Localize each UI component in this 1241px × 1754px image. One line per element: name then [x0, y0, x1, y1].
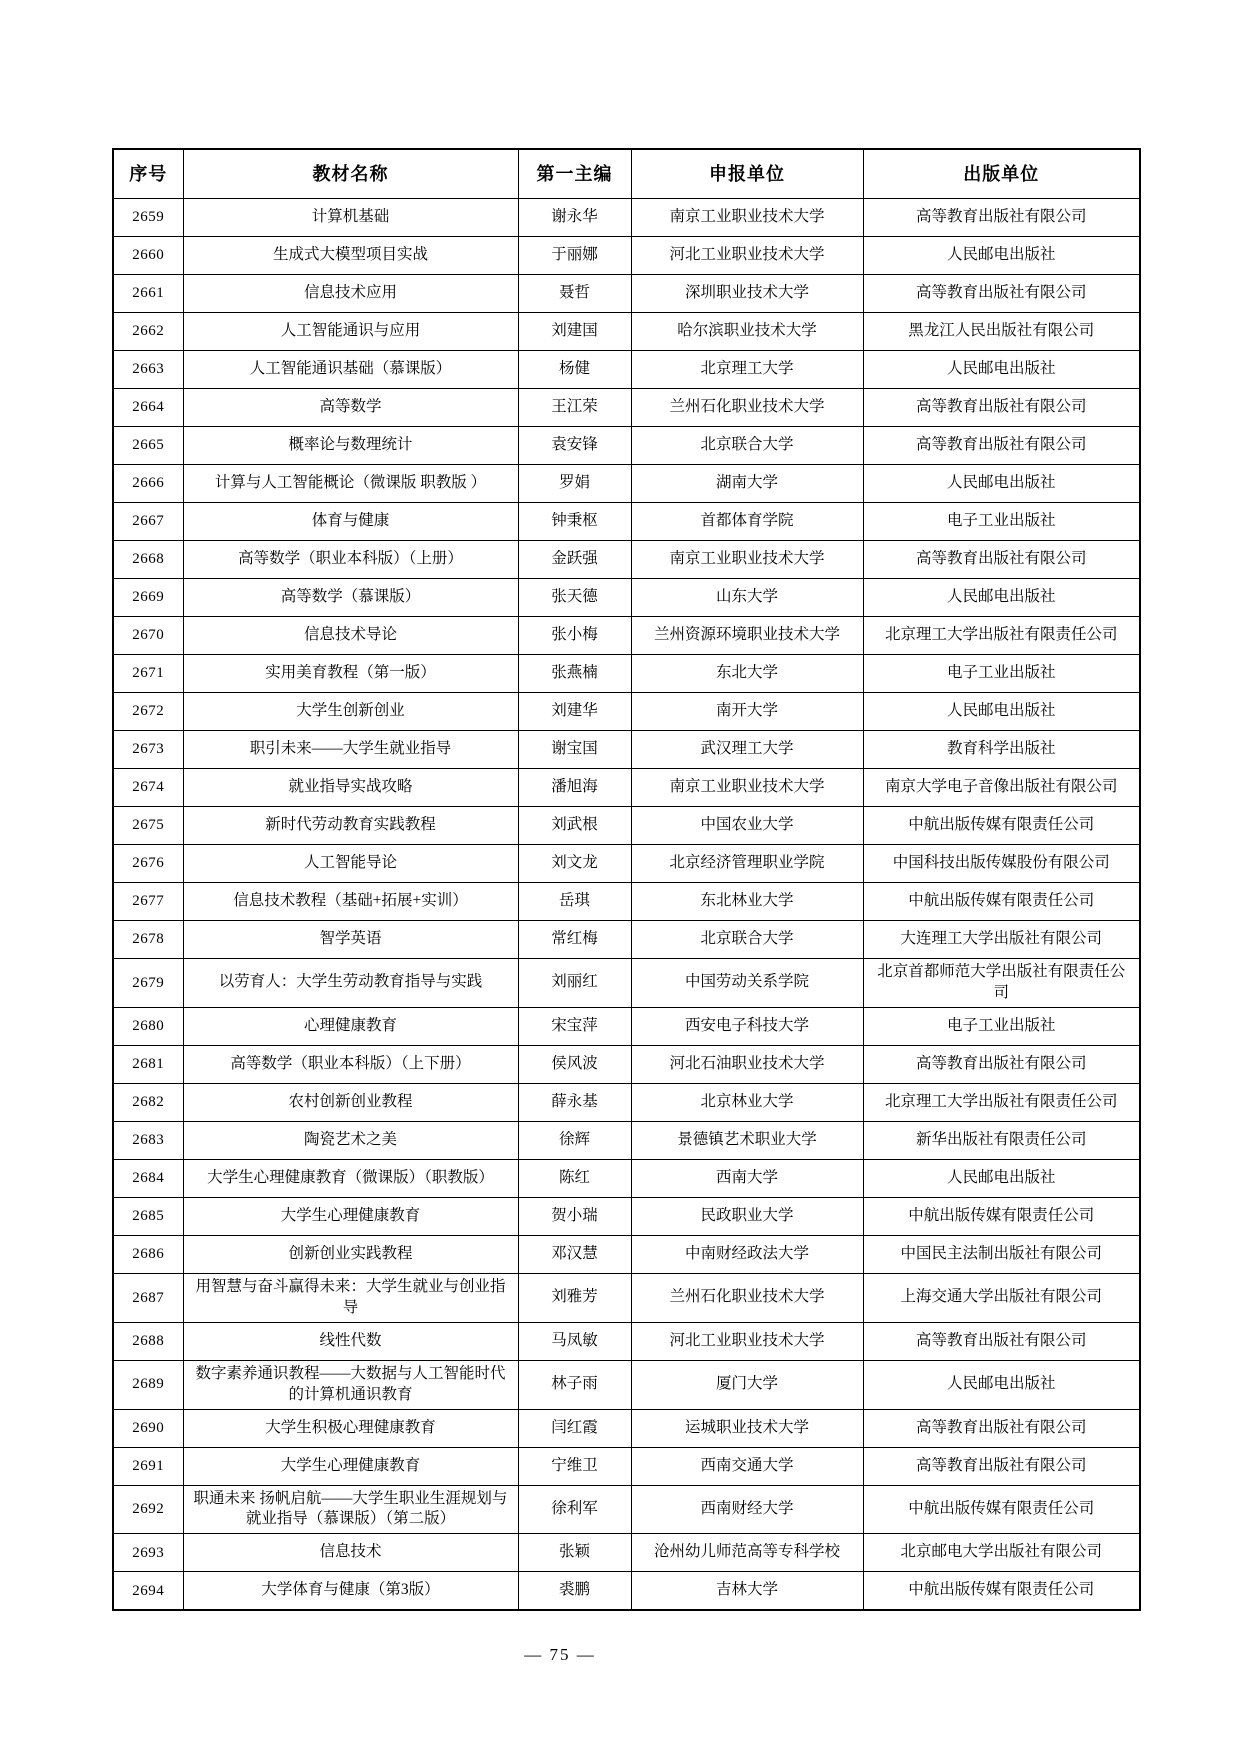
cell-editor: 常红梅 [518, 921, 631, 959]
table-row [113, 465, 1140, 503]
table-row [113, 237, 1140, 275]
table-row [113, 351, 1140, 389]
cell-applicant: 南开大学 [631, 693, 863, 731]
cell-id: 2678 [113, 921, 183, 959]
cell-applicant: 兰州石化职业技术大学 [631, 1273, 863, 1322]
cell-editor: 徐利军 [518, 1485, 631, 1534]
cell-editor: 刘建华 [518, 693, 631, 731]
cell-title: 高等数学 [183, 389, 518, 427]
cell-publisher: 中航出版传媒有限责任公司 [863, 1572, 1140, 1611]
cell-editor: 杨健 [518, 351, 631, 389]
cell-publisher: 北京理工大学出版社有限责任公司 [863, 1083, 1140, 1121]
header-row [113, 149, 1140, 199]
cell-title: 计算机基础 [183, 199, 518, 237]
table-row [113, 1447, 1140, 1485]
cell-editor: 谢永华 [518, 199, 631, 237]
cell-editor: 贺小瑞 [518, 1197, 631, 1235]
cell-title: 信息技术 [183, 1534, 518, 1572]
table-row [113, 731, 1140, 769]
cell-title: 职引未来——大学生就业指导 [183, 731, 518, 769]
cell-id: 2663 [113, 351, 183, 389]
cell-editor: 金跃强 [518, 541, 631, 579]
cell-id: 2694 [113, 1572, 183, 1611]
table-body [113, 199, 1140, 1611]
cell-applicant: 北京林业大学 [631, 1083, 863, 1121]
cell-editor: 刘武根 [518, 807, 631, 845]
cell-id: 2659 [113, 199, 183, 237]
cell-title: 大学生创新创业 [183, 693, 518, 731]
table-row [113, 921, 1140, 959]
cell-title: 线性代数 [183, 1322, 518, 1360]
column-header-applicant: 申报单位 [631, 149, 863, 199]
cell-applicant: 运城职业技术大学 [631, 1409, 863, 1447]
cell-editor: 刘文龙 [518, 845, 631, 883]
cell-title: 大学生心理健康教育 [183, 1197, 518, 1235]
cell-editor: 刘雅芳 [518, 1273, 631, 1322]
cell-id: 2693 [113, 1534, 183, 1572]
cell-applicant: 北京理工大学 [631, 351, 863, 389]
cell-editor: 马凤敏 [518, 1322, 631, 1360]
cell-publisher: 中国民主法制出版社有限公司 [863, 1235, 1140, 1273]
cell-applicant: 河北工业职业技术大学 [631, 1322, 863, 1360]
cell-editor: 岳琪 [518, 883, 631, 921]
cell-editor: 张天德 [518, 579, 631, 617]
cell-title: 人工智能通识基础（慕课版） [183, 351, 518, 389]
cell-publisher: 电子工业出版社 [863, 1007, 1140, 1045]
cell-applicant: 湖南大学 [631, 465, 863, 503]
table-row [113, 1360, 1140, 1409]
cell-applicant: 深圳职业技术大学 [631, 275, 863, 313]
cell-id: 2689 [113, 1360, 183, 1409]
cell-publisher: 高等教育出版社有限公司 [863, 1447, 1140, 1485]
cell-id: 2668 [113, 541, 183, 579]
cell-editor: 王江荣 [518, 389, 631, 427]
cell-title: 数字素养通识教程——大数据与人工智能时代的计算机通识教育 [183, 1360, 518, 1409]
table-row [113, 1572, 1140, 1611]
cell-title: 概率论与数理统计 [183, 427, 518, 465]
table-row [113, 693, 1140, 731]
cell-applicant: 兰州石化职业技术大学 [631, 389, 863, 427]
cell-publisher: 人民邮电出版社 [863, 693, 1140, 731]
cell-title: 信息技术导论 [183, 617, 518, 655]
cell-applicant: 沧州幼儿师范高等专科学校 [631, 1534, 863, 1572]
cell-title: 用智慧与奋斗赢得未来：大学生就业与创业指导 [183, 1273, 518, 1322]
cell-id: 2679 [113, 959, 183, 1008]
table-row [113, 1083, 1140, 1121]
cell-publisher: 电子工业出版社 [863, 655, 1140, 693]
cell-publisher: 人民邮电出版社 [863, 579, 1140, 617]
table-row [113, 959, 1140, 1008]
cell-publisher: 高等教育出版社有限公司 [863, 1409, 1140, 1447]
cell-editor: 张小梅 [518, 617, 631, 655]
cell-editor: 邓汉慧 [518, 1235, 631, 1273]
cell-editor: 张颖 [518, 1534, 631, 1572]
cell-id: 2692 [113, 1485, 183, 1534]
table-row [113, 845, 1140, 883]
cell-title: 计算与人工智能概论（微课版 职教版 ） [183, 465, 518, 503]
cell-title: 生成式大模型项目实战 [183, 237, 518, 275]
cell-title: 陶瓷艺术之美 [183, 1121, 518, 1159]
cell-editor: 陈红 [518, 1159, 631, 1197]
cell-title: 以劳育人：大学生劳动教育指导与实践 [183, 959, 518, 1008]
table-row [113, 807, 1140, 845]
table-row [113, 427, 1140, 465]
cell-editor: 徐辉 [518, 1121, 631, 1159]
textbook-table-container [112, 148, 1139, 1611]
table-row [113, 389, 1140, 427]
cell-title: 实用美育教程（第一版） [183, 655, 518, 693]
textbook-table [112, 148, 1141, 1611]
cell-id: 2666 [113, 465, 183, 503]
cell-id: 2669 [113, 579, 183, 617]
cell-id: 2681 [113, 1045, 183, 1083]
table-row [113, 1159, 1140, 1197]
table-row [113, 275, 1140, 313]
cell-editor: 钟秉枢 [518, 503, 631, 541]
cell-applicant: 民政职业大学 [631, 1197, 863, 1235]
cell-publisher: 人民邮电出版社 [863, 237, 1140, 275]
table-row [113, 1485, 1140, 1534]
cell-id: 2671 [113, 655, 183, 693]
column-header-publisher: 出版单位 [863, 149, 1140, 199]
cell-editor: 潘旭海 [518, 769, 631, 807]
cell-publisher: 电子工业出版社 [863, 503, 1140, 541]
cell-applicant: 吉林大学 [631, 1572, 863, 1611]
cell-publisher: 中航出版传媒有限责任公司 [863, 1197, 1140, 1235]
cell-title: 人工智能导论 [183, 845, 518, 883]
cell-id: 2691 [113, 1447, 183, 1485]
column-header-editor: 第一主编 [518, 149, 631, 199]
table-row [113, 769, 1140, 807]
cell-applicant: 南京工业职业技术大学 [631, 769, 863, 807]
cell-editor: 侯风波 [518, 1045, 631, 1083]
cell-publisher: 黑龙江人民出版社有限公司 [863, 313, 1140, 351]
cell-publisher: 人民邮电出版社 [863, 465, 1140, 503]
cell-id: 2662 [113, 313, 183, 351]
table-row [113, 1121, 1140, 1159]
cell-id: 2664 [113, 389, 183, 427]
cell-id: 2680 [113, 1007, 183, 1045]
cell-editor: 裘鹏 [518, 1572, 631, 1611]
cell-publisher: 高等教育出版社有限公司 [863, 1045, 1140, 1083]
cell-publisher: 教育科学出版社 [863, 731, 1140, 769]
cell-title: 创新创业实践教程 [183, 1235, 518, 1273]
cell-id: 2683 [113, 1121, 183, 1159]
cell-editor: 罗娟 [518, 465, 631, 503]
cell-publisher: 人民邮电出版社 [863, 351, 1140, 389]
cell-title: 大学生积极心理健康教育 [183, 1409, 518, 1447]
table-row [113, 541, 1140, 579]
cell-applicant: 东北林业大学 [631, 883, 863, 921]
cell-editor: 宋宝萍 [518, 1007, 631, 1045]
cell-id: 2674 [113, 769, 183, 807]
cell-title: 智学英语 [183, 921, 518, 959]
cell-title: 高等数学（慕课版） [183, 579, 518, 617]
cell-publisher: 中航出版传媒有限责任公司 [863, 883, 1140, 921]
cell-publisher: 人民邮电出版社 [863, 1360, 1140, 1409]
cell-title: 大学生心理健康教育 [183, 1447, 518, 1485]
cell-id: 2676 [113, 845, 183, 883]
cell-title: 高等数学（职业本科版）（上册） [183, 541, 518, 579]
cell-id: 2677 [113, 883, 183, 921]
table-row [113, 1534, 1140, 1572]
cell-publisher: 大连理工大学出版社有限公司 [863, 921, 1140, 959]
table-row [113, 1273, 1140, 1322]
cell-title: 大学生心理健康教育（微课版）（职教版） [183, 1159, 518, 1197]
column-header-id: 序号 [113, 149, 183, 199]
table-row [113, 617, 1140, 655]
cell-title: 大学体育与健康（第3版） [183, 1572, 518, 1611]
cell-applicant: 武汉理工大学 [631, 731, 863, 769]
cell-editor: 聂哲 [518, 275, 631, 313]
cell-id: 2682 [113, 1083, 183, 1121]
table-row [113, 1235, 1140, 1273]
cell-publisher: 高等教育出版社有限公司 [863, 199, 1140, 237]
cell-publisher: 高等教育出版社有限公司 [863, 541, 1140, 579]
cell-editor: 刘建国 [518, 313, 631, 351]
cell-applicant: 哈尔滨职业技术大学 [631, 313, 863, 351]
cell-applicant: 西南大学 [631, 1159, 863, 1197]
cell-editor: 林子雨 [518, 1360, 631, 1409]
cell-publisher: 高等教育出版社有限公司 [863, 389, 1140, 427]
cell-applicant: 西南交通大学 [631, 1447, 863, 1485]
cell-publisher: 新华出版社有限责任公司 [863, 1121, 1140, 1159]
cell-applicant: 西安电子科技大学 [631, 1007, 863, 1045]
cell-publisher: 中航出版传媒有限责任公司 [863, 807, 1140, 845]
cell-title: 职通未来 扬帆启航——大学生职业生涯规划与就业指导（慕课版）（第二版） [183, 1485, 518, 1534]
cell-applicant: 景德镇艺术职业大学 [631, 1121, 863, 1159]
cell-publisher: 南京大学电子音像出版社有限公司 [863, 769, 1140, 807]
cell-applicant: 首都体育学院 [631, 503, 863, 541]
table-row [113, 1045, 1140, 1083]
cell-title: 体育与健康 [183, 503, 518, 541]
cell-applicant: 西南财经大学 [631, 1485, 863, 1534]
cell-id: 2665 [113, 427, 183, 465]
cell-id: 2686 [113, 1235, 183, 1273]
cell-applicant: 北京联合大学 [631, 921, 863, 959]
table-row [113, 1322, 1140, 1360]
table-row [113, 503, 1140, 541]
cell-id: 2684 [113, 1159, 183, 1197]
cell-title: 就业指导实战攻略 [183, 769, 518, 807]
cell-editor: 闫红霞 [518, 1409, 631, 1447]
cell-publisher: 北京理工大学出版社有限责任公司 [863, 617, 1140, 655]
cell-publisher: 上海交通大学出版社有限公司 [863, 1273, 1140, 1322]
cell-id: 2672 [113, 693, 183, 731]
cell-applicant: 厦门大学 [631, 1360, 863, 1409]
cell-applicant: 河北石油职业技术大学 [631, 1045, 863, 1083]
cell-title: 人工智能通识与应用 [183, 313, 518, 351]
cell-applicant: 兰州资源环境职业技术大学 [631, 617, 863, 655]
cell-applicant: 河北工业职业技术大学 [631, 237, 863, 275]
table-row [113, 313, 1140, 351]
cell-id: 2673 [113, 731, 183, 769]
cell-publisher: 高等教育出版社有限公司 [863, 1322, 1140, 1360]
cell-editor: 谢宝国 [518, 731, 631, 769]
table-row [113, 883, 1140, 921]
table-row [113, 1007, 1140, 1045]
cell-publisher: 北京首都师范大学出版社有限责任公司 [863, 959, 1140, 1008]
cell-id: 2687 [113, 1273, 183, 1322]
cell-title: 高等数学（职业本科版）（上下册） [183, 1045, 518, 1083]
cell-applicant: 中国农业大学 [631, 807, 863, 845]
cell-editor: 薛永基 [518, 1083, 631, 1121]
table-row [113, 199, 1140, 237]
cell-title: 心理健康教育 [183, 1007, 518, 1045]
cell-applicant: 南京工业职业技术大学 [631, 199, 863, 237]
cell-publisher: 中航出版传媒有限责任公司 [863, 1485, 1140, 1534]
table-row [113, 579, 1140, 617]
cell-editor: 宁维卫 [518, 1447, 631, 1485]
cell-editor: 张燕楠 [518, 655, 631, 693]
table-row [113, 655, 1140, 693]
cell-publisher: 高等教育出版社有限公司 [863, 275, 1140, 313]
cell-id: 2660 [113, 237, 183, 275]
cell-applicant: 中国劳动关系学院 [631, 959, 863, 1008]
cell-title: 农村创新创业教程 [183, 1083, 518, 1121]
cell-id: 2661 [113, 275, 183, 313]
cell-id: 2690 [113, 1409, 183, 1447]
cell-id: 2670 [113, 617, 183, 655]
cell-title: 新时代劳动教育实践教程 [183, 807, 518, 845]
cell-editor: 刘丽红 [518, 959, 631, 1008]
cell-publisher: 人民邮电出版社 [863, 1159, 1140, 1197]
page-number: — 75 — [524, 1645, 596, 1664]
cell-id: 2667 [113, 503, 183, 541]
cell-publisher: 中国科技出版传媒股份有限公司 [863, 845, 1140, 883]
cell-id: 2685 [113, 1197, 183, 1235]
cell-applicant: 北京经济管理职业学院 [631, 845, 863, 883]
cell-applicant: 中南财经政法大学 [631, 1235, 863, 1273]
cell-applicant: 南京工业职业技术大学 [631, 541, 863, 579]
cell-applicant: 北京联合大学 [631, 427, 863, 465]
table-row [113, 1197, 1140, 1235]
cell-id: 2675 [113, 807, 183, 845]
cell-publisher: 北京邮电大学出版社有限公司 [863, 1534, 1140, 1572]
column-header-title: 教材名称 [183, 149, 518, 199]
cell-title: 信息技术教程（基础+拓展+实训） [183, 883, 518, 921]
cell-applicant: 山东大学 [631, 579, 863, 617]
cell-publisher: 高等教育出版社有限公司 [863, 427, 1140, 465]
table-row [113, 1409, 1140, 1447]
cell-editor: 于丽娜 [518, 237, 631, 275]
cell-editor: 袁安锋 [518, 427, 631, 465]
cell-title: 信息技术应用 [183, 275, 518, 313]
cell-id: 2688 [113, 1322, 183, 1360]
cell-applicant: 东北大学 [631, 655, 863, 693]
